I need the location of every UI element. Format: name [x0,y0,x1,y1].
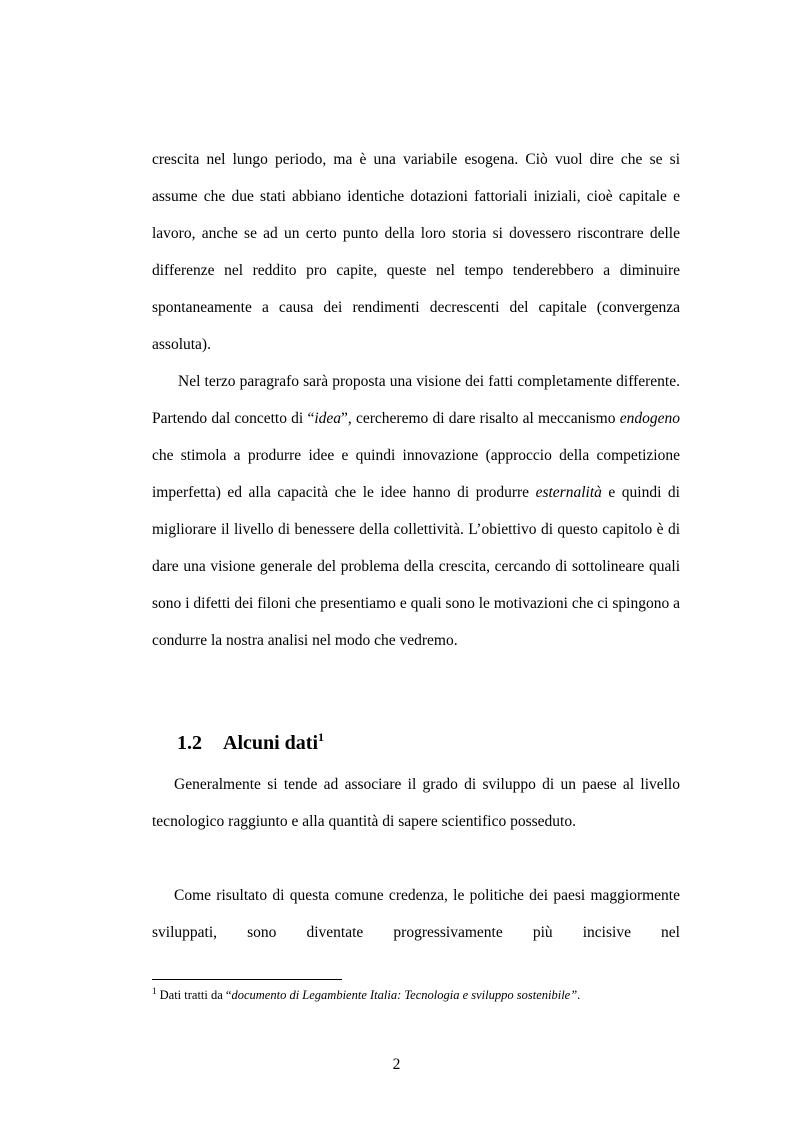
footnote-source: documento di Legambiente Italia: Tecnologia e sviluppo sostenibile” [231,988,578,1002]
footnote-reference: 1 [318,730,325,744]
section-heading [177,729,324,757]
section-number: 1.2 [177,732,202,754]
emphasis-idea: idea [314,410,342,427]
footnote [152,986,580,1004]
footnote-prefix: Dati tratti da “ [156,988,232,1002]
text-run: Nel terzo paragrafo sarà proposta una visione dei fatti completamente differente. Partendo dal concetto di “ [152,373,680,427]
body-paragraph-policies [152,877,680,951]
text-run: che stimola a produrre idee e quindi innovazione (approccio della competizione imperfetta) ed alla capacità che le idee hanno di produrre [152,447,680,501]
body-paragraph-continued [152,141,680,363]
page-number: 2 [392,1056,401,1073]
footnote-suffix: . [577,988,581,1002]
footnote-separator [152,979,342,980]
text-run: e quindi di migliorare il livello di benessere della collettività. L’obiettivo di questo capitolo è di dare una visione generale del problema della crescita, cercando di sottolineare quali sono i difetti dei filoni che presentiamo e quali sono le motivazioni che ci spingono a condurre la nostra analisi nel modo che vedremo. [152,484,680,649]
footnote-number: 1 [152,986,157,996]
text-run: ”, cercheremo di dare risalto al meccanismo [341,410,620,427]
body-paragraph-chapter-overview [152,363,680,659]
paragraph-text: crescita nel lungo periodo, ma è una variabile esogena. Ciò vuol dire che se si assume che due stati abbiano identiche dotazioni fattoriali iniziali, cioè capitale e lavoro, anche se ad un certo punto della loro storia si dovessero riscontrare delle differenze nel reddito pro capite, queste nel tempo tenderebbero a diminuire spontaneamente a causa dei rendimenti decrescenti del capitale (convergenza assoluta). [152,151,680,353]
body-paragraph-intro [152,766,680,840]
paragraph-text: Generalmente si tende ad associare il grado di sviluppo di un paese al livello tecnologico raggiunto e alla quantità di sapere scientifico posseduto. [152,776,680,830]
paragraph-text [152,363,680,659]
section-title: Alcuni dati [223,732,319,754]
emphasis-endogeno: endogeno [619,410,680,427]
emphasis-esternalita: esternalità [535,484,602,501]
paragraph-text: Come risultato di questa comune credenza, le politiche dei paesi maggiormente sviluppati, sono diventate progressivamente più incisive nel [152,887,680,941]
